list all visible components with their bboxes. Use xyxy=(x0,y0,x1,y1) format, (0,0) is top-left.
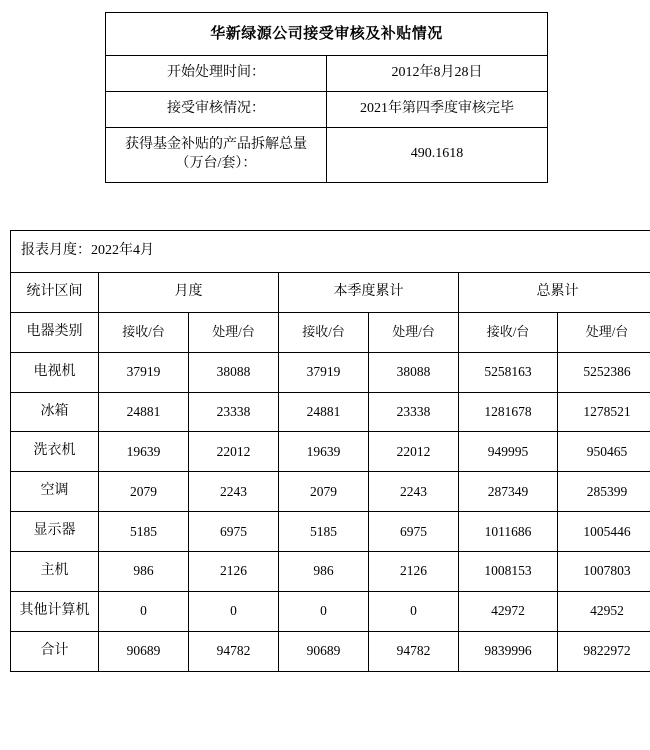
summary-title: 华新绿源公司接受审核及补贴情况 xyxy=(106,13,548,56)
cell-value: 2079 xyxy=(279,472,369,512)
cell-value: 23338 xyxy=(369,392,459,432)
summary-label-start-time: 开始处理时间： xyxy=(106,56,327,92)
row-category: 主机 xyxy=(11,552,99,592)
cell-value: 2126 xyxy=(369,552,459,592)
cell-value: 0 xyxy=(189,592,279,632)
header-sub-received-total: 接收/台 xyxy=(459,312,558,352)
row-category: 合计 xyxy=(11,631,99,671)
header-sub-received-month: 接收/台 xyxy=(99,312,189,352)
cell-value: 1278521 xyxy=(558,392,650,432)
cell-value: 1008153 xyxy=(459,552,558,592)
cell-value: 5258163 xyxy=(459,352,558,392)
cell-value: 2243 xyxy=(369,472,459,512)
cell-value: 949995 xyxy=(459,432,558,472)
cell-value: 90689 xyxy=(279,631,369,671)
cell-value: 1005446 xyxy=(558,512,650,552)
cell-value: 6975 xyxy=(189,512,279,552)
cell-value: 22012 xyxy=(189,432,279,472)
cell-value: 950465 xyxy=(558,432,650,472)
cell-value: 5185 xyxy=(99,512,189,552)
cell-value: 37919 xyxy=(279,352,369,392)
cell-value: 2126 xyxy=(189,552,279,592)
summary-table-container xyxy=(105,12,548,183)
cell-value: 38088 xyxy=(189,352,279,392)
table-row xyxy=(11,352,650,392)
cell-value: 1011686 xyxy=(459,512,558,552)
cell-value: 287349 xyxy=(459,472,558,512)
cell-value: 42952 xyxy=(558,592,650,632)
row-category: 其他计算机 xyxy=(11,592,99,632)
row-category: 电视机 xyxy=(11,352,99,392)
cell-value: 94782 xyxy=(369,631,459,671)
header-group-quarter: 本季度累计 xyxy=(279,272,459,312)
cell-value: 285399 xyxy=(558,472,650,512)
cell-value: 0 xyxy=(99,592,189,632)
cell-value: 2243 xyxy=(189,472,279,512)
cell-value: 1007803 xyxy=(558,552,650,592)
statistics-table xyxy=(10,230,650,672)
cell-value: 19639 xyxy=(99,432,189,472)
header-group-total: 总累计 xyxy=(459,272,650,312)
cell-value: 9822972 xyxy=(558,631,650,671)
summary-value-subsidy-total: 490.1618 xyxy=(327,128,548,183)
cell-value: 5252386 xyxy=(558,352,650,392)
table-row xyxy=(11,392,650,432)
report-month-label: 报表月度：2022年4月 xyxy=(11,231,650,273)
cell-value: 38088 xyxy=(369,352,459,392)
table-row-total xyxy=(11,631,650,671)
header-sub-received-quarter: 接收/台 xyxy=(279,312,369,352)
cell-value: 37919 xyxy=(99,352,189,392)
summary-row xyxy=(106,56,548,92)
cell-value: 986 xyxy=(279,552,369,592)
cell-value: 0 xyxy=(279,592,369,632)
cell-value: 24881 xyxy=(99,392,189,432)
row-category: 空调 xyxy=(11,472,99,512)
summary-title-row xyxy=(106,13,548,56)
summary-value-start-time: 2012年8月28日 xyxy=(327,56,548,92)
header-category-label: 电器类别 xyxy=(11,312,99,352)
subheader-row xyxy=(11,312,650,352)
row-category: 冰箱 xyxy=(11,392,99,432)
table-row xyxy=(11,512,650,552)
report-month-row xyxy=(11,231,650,273)
cell-value: 94782 xyxy=(189,631,279,671)
header-sub-processed-quarter: 处理/台 xyxy=(369,312,459,352)
header-interval-label: 统计区间 xyxy=(11,272,99,312)
table-row xyxy=(11,472,650,512)
header-sub-processed-month: 处理/台 xyxy=(189,312,279,352)
cell-value: 6975 xyxy=(369,512,459,552)
group-header-row xyxy=(11,272,650,312)
summary-row xyxy=(106,128,548,183)
cell-value: 0 xyxy=(369,592,459,632)
summary-value-audit-status: 2021年第四季度审核完毕 xyxy=(327,92,548,128)
summary-table xyxy=(105,12,548,183)
table-row xyxy=(11,592,650,632)
cell-value: 90689 xyxy=(99,631,189,671)
cell-value: 1281678 xyxy=(459,392,558,432)
cell-value: 23338 xyxy=(189,392,279,432)
summary-label-subsidy-total: 获得基金补贴的产品拆解总量（万台/套）： xyxy=(106,128,327,183)
cell-value: 22012 xyxy=(369,432,459,472)
summary-row xyxy=(106,92,548,128)
summary-label-audit-status: 接受审核情况： xyxy=(106,92,327,128)
cell-value: 42972 xyxy=(459,592,558,632)
header-sub-processed-total: 处理/台 xyxy=(558,312,650,352)
cell-value: 986 xyxy=(99,552,189,592)
cell-value: 24881 xyxy=(279,392,369,432)
cell-value: 9839996 xyxy=(459,631,558,671)
cell-value: 5185 xyxy=(279,512,369,552)
header-group-month: 月度 xyxy=(99,272,279,312)
table-row xyxy=(11,432,650,472)
row-category: 洗衣机 xyxy=(11,432,99,472)
row-category: 显示器 xyxy=(11,512,99,552)
cell-value: 19639 xyxy=(279,432,369,472)
main-table-container xyxy=(10,230,642,672)
table-row xyxy=(11,552,650,592)
cell-value: 2079 xyxy=(99,472,189,512)
